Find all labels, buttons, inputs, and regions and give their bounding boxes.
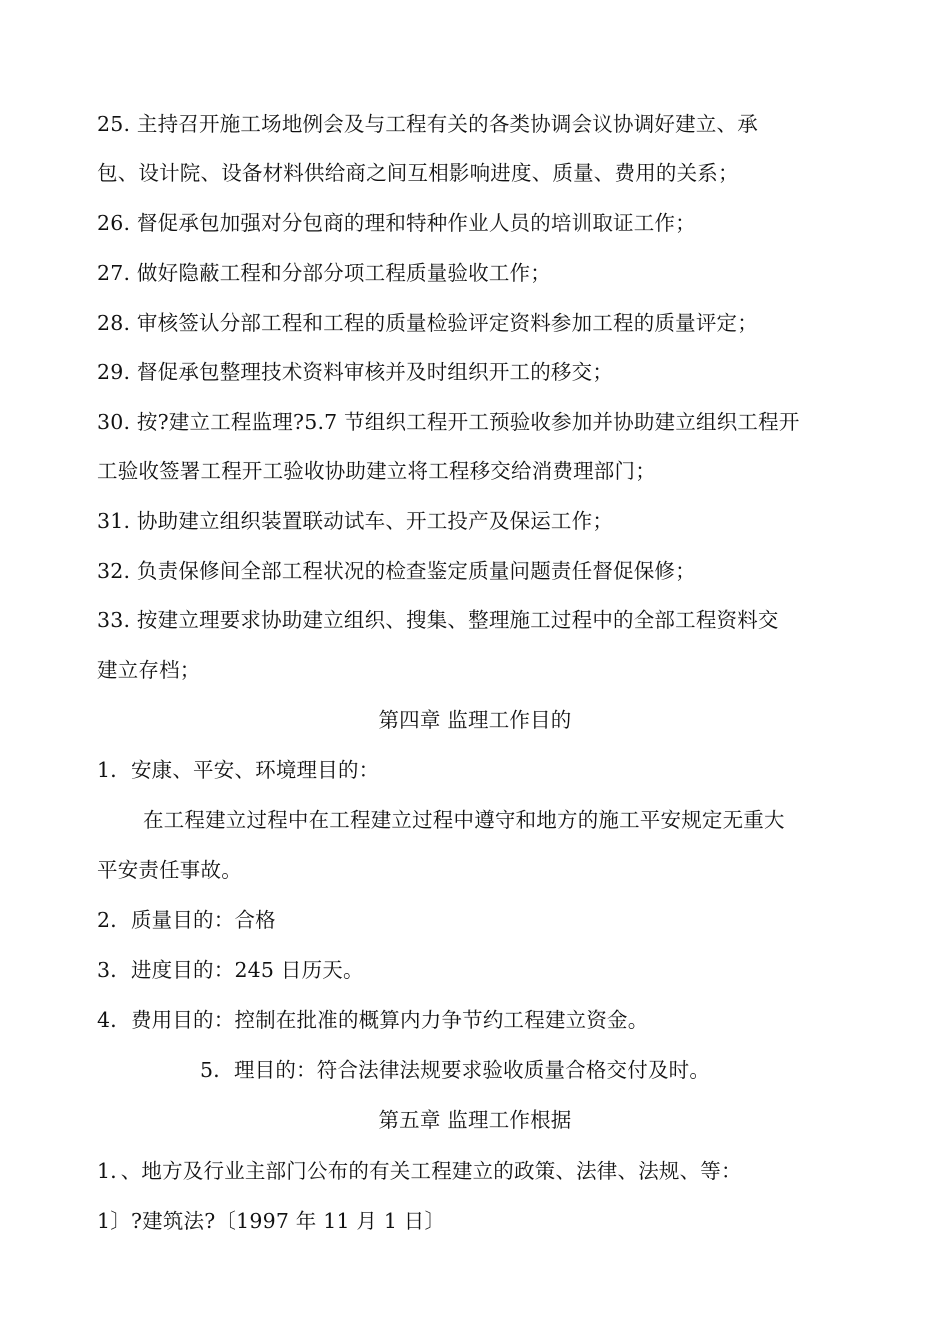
item-30-line-2: 工验收签署工程开工验收协助建立将工程移交给消费理部门； bbox=[97, 459, 656, 483]
chapter-5-heading: 第五章 监理工作根据 bbox=[378, 1108, 572, 1132]
item-27: 27. 做好隐蔽工程和分部分项工程质量验收工作； bbox=[97, 261, 551, 285]
chapter-4-item-1: 1．安康、平安、环境理目的： bbox=[97, 758, 380, 782]
item-31: 31. 协助建立组织装置联动试车、开工投产及保运工作； bbox=[97, 509, 614, 533]
item-33-line-2: 建立存档； bbox=[97, 658, 201, 682]
chapter-4-item-2: 2．质量目的：合格 bbox=[97, 908, 276, 932]
item-25-line-2: 包、设计院、设备材料供给商之间互相影响进度、质量、费用的关系； bbox=[97, 161, 739, 185]
chapter-5-sub-1: 1〕?建筑法?〔1997 年 11 月 1 日〕 bbox=[97, 1209, 446, 1233]
item-30-line-1: 30. 按?建立工程监理?5.7 节组织工程开工预验收参加并协助建立组织工程开 bbox=[97, 410, 800, 434]
item-26: 26. 督促承包加强对分包商的理和特种作业人员的培训取证工作； bbox=[97, 211, 696, 235]
chapter-4-item-1-body-1: 在工程建立过程中在工程建立过程中遵守和地方的施工平安规定无重大 bbox=[143, 808, 785, 832]
item-25-line-1: 25. 主持召开施工场地例会及与工程有关的各类协调会议协调好建立、承 bbox=[97, 112, 758, 136]
item-29: 29. 督促承包整理技术资料审核并及时组织开工的移交； bbox=[97, 360, 614, 384]
chapter-4-item-5: 5．理目的：符合法律法规要求验收质量合格交付及时。 bbox=[200, 1058, 711, 1082]
chapter-4-item-3: 3．进度目的：245 日历天。 bbox=[97, 958, 364, 982]
chapter-4-item-4: 4．费用目的：控制在批准的概算内力争节约工程建立资金。 bbox=[97, 1008, 649, 1032]
item-32: 32. 负责保修间全部工程状况的检查鉴定质量问题责任督促保修； bbox=[97, 559, 696, 583]
item-33-line-1: 33. 按建立理要求协助建立组织、搜集、整理施工过程中的全部工程资料交 bbox=[97, 608, 779, 632]
chapter-4-heading: 第四章 监理工作目的 bbox=[378, 708, 572, 732]
chapter-4-item-1-body-2: 平安责任事故。 bbox=[97, 858, 242, 882]
item-28: 28. 审核签认分部工程和工程的质量检验评定资料参加工程的质量评定； bbox=[97, 311, 758, 335]
chapter-5-item-1: 1．、地方及行业主部门公布的有关工程建立的政策、法律、法规、等： bbox=[97, 1159, 742, 1183]
